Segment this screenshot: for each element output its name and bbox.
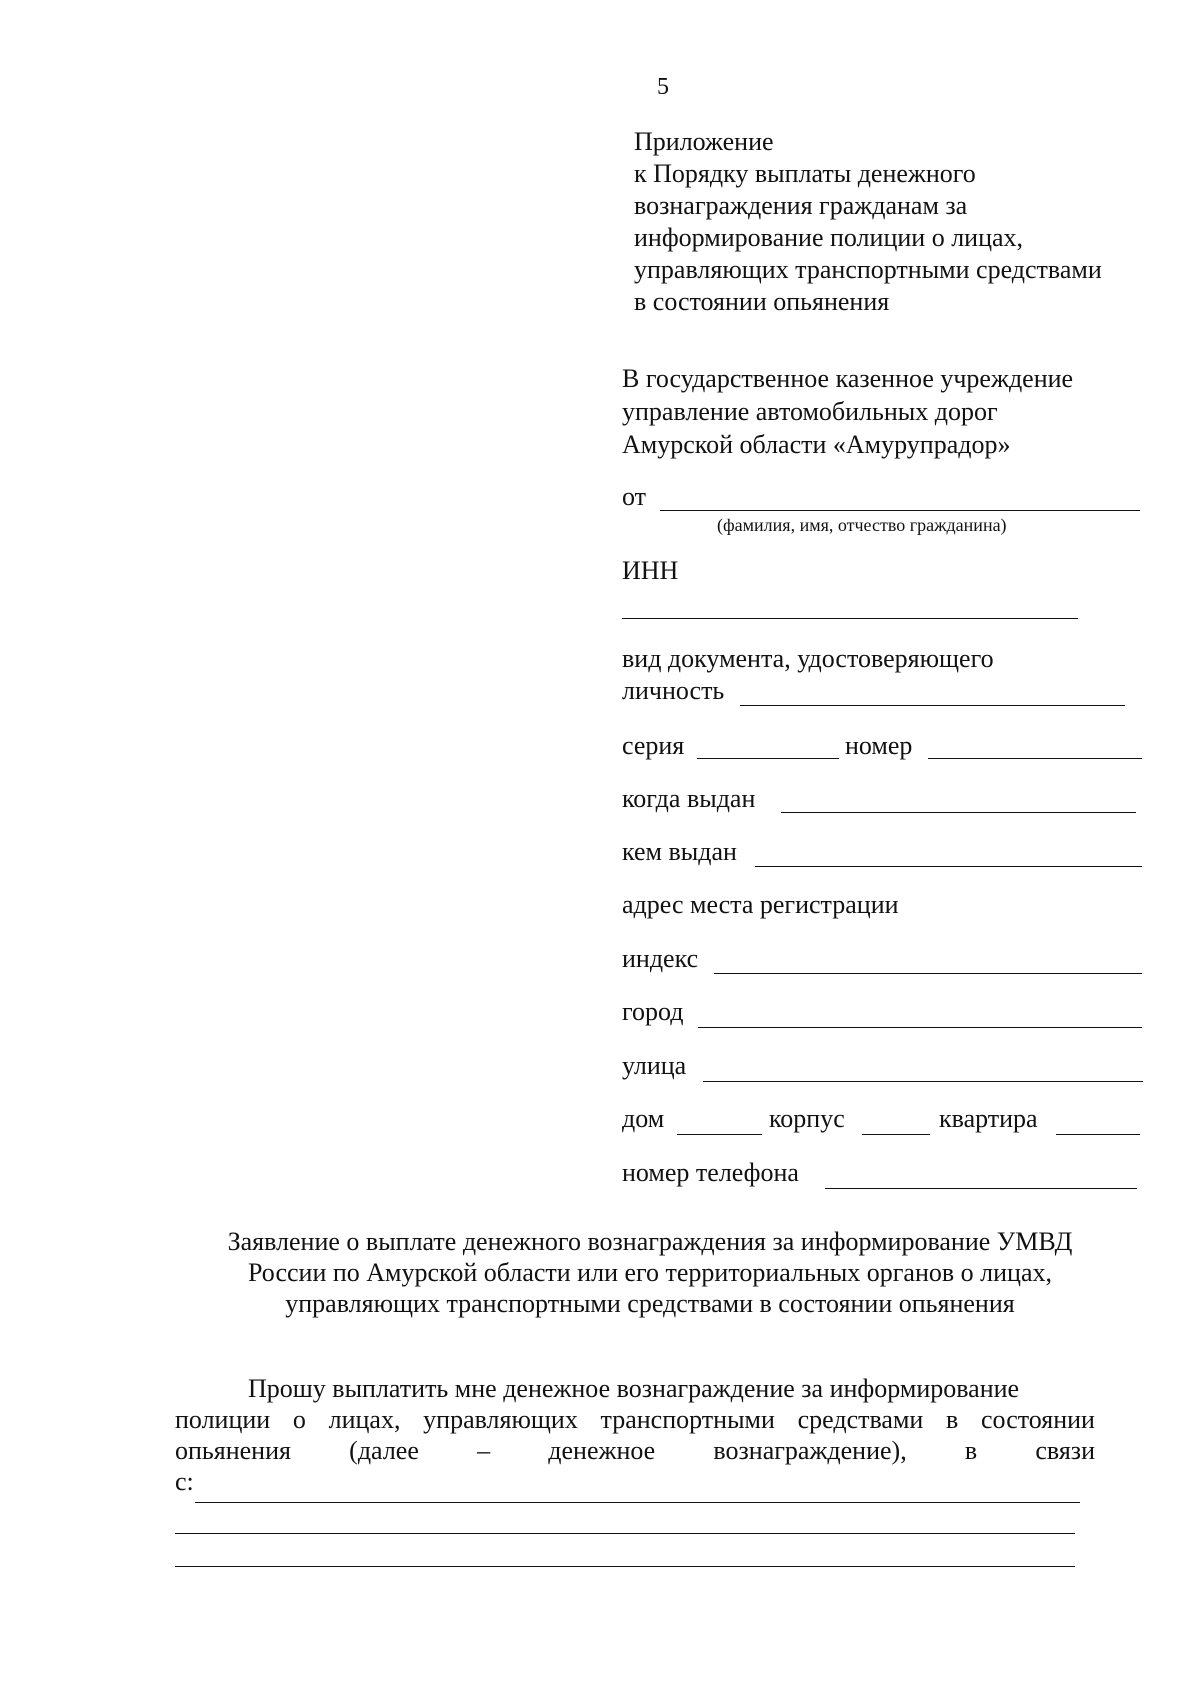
inn-label: ИНН	[622, 556, 679, 585]
addressee-block	[622, 362, 1073, 461]
statement-body	[175, 1373, 1095, 1497]
body-word: состоянии	[981, 1405, 1095, 1434]
body-word: связи	[1035, 1436, 1095, 1465]
house-label: дом	[622, 1104, 665, 1133]
body-word: о	[292, 1405, 306, 1434]
statement-title-line: управляющих транспортными средствами в состоянии опьянения	[285, 1289, 1015, 1318]
addressee-line: В государственное казенное учреждение	[622, 364, 1074, 393]
appendix-line: Приложение	[634, 127, 774, 156]
body-word: транспортными	[600, 1405, 775, 1434]
body-word: в	[964, 1436, 978, 1465]
body-word: средствами	[797, 1405, 924, 1434]
statement-title-line: Заявление о выплате денежного вознаграждения за информирование УМВД	[227, 1227, 1073, 1256]
body-word: вознаграждение),	[713, 1436, 907, 1465]
series-label: серия	[622, 731, 685, 760]
page-number: 5	[657, 74, 669, 100]
index-field[interactable]	[714, 973, 1142, 974]
appendix-line: к Порядку выплаты денежного	[634, 159, 976, 188]
issued-when-label: когда выдан	[622, 784, 756, 813]
body-word: опьянения	[175, 1436, 291, 1465]
addressee-line: Амурской области «Амурупрадор»	[622, 430, 1011, 459]
phone-field[interactable]	[825, 1188, 1137, 1189]
body-word: (далее	[349, 1436, 419, 1465]
reason-field-line-3[interactable]	[175, 1566, 1075, 1567]
body-line: Прошу выплатить мне денежное вознаграждение за информирование	[248, 1374, 1020, 1403]
registration-address-label: адрес места регистрации	[622, 890, 899, 919]
apartment-label: квартира	[939, 1104, 1038, 1133]
statement-title	[170, 1226, 1130, 1319]
from-field[interactable]	[660, 510, 1140, 511]
house-field[interactable]	[677, 1134, 762, 1135]
body-word: –	[477, 1436, 491, 1465]
body-line	[175, 1435, 1095, 1466]
appendix-line: в состоянии опьянения	[634, 287, 890, 316]
appendix-block	[634, 126, 1102, 318]
id-document-field[interactable]	[740, 705, 1125, 706]
body-line: с:	[175, 1467, 194, 1496]
body-word: денежное	[548, 1436, 656, 1465]
phone-label: номер телефона	[622, 1158, 799, 1187]
from-label: от	[622, 482, 647, 511]
building-label: корпус	[769, 1104, 845, 1133]
building-field[interactable]	[862, 1134, 930, 1135]
city-field[interactable]	[698, 1027, 1142, 1028]
body-word: в	[946, 1405, 959, 1434]
body-line	[175, 1404, 1095, 1435]
street-field[interactable]	[703, 1081, 1143, 1082]
appendix-line: вознаграждения гражданам за	[634, 191, 968, 220]
body-word: лицах,	[328, 1405, 401, 1434]
body-word: полиции	[175, 1405, 271, 1434]
issued-by-label: кем выдан	[622, 837, 737, 866]
issued-by-field[interactable]	[755, 866, 1142, 867]
statement-title-line: России по Амурской области или его территориальных органов о лицах,	[247, 1258, 1053, 1287]
appendix-line: информирование полиции о лицах,	[634, 223, 1024, 252]
inn-field[interactable]	[622, 618, 1078, 619]
addressee-line: управление автомобильных дорог	[622, 397, 998, 426]
from-caption: (фамилия, имя, отчество гражданина)	[717, 515, 1007, 535]
index-label: индекс	[622, 944, 699, 973]
issued-when-field[interactable]	[781, 812, 1136, 813]
id-document-label-cont: личность	[622, 676, 725, 705]
appendix-line: управляющих транспортными средствами	[634, 255, 1102, 284]
reason-field-line-2[interactable]	[175, 1533, 1075, 1534]
id-document-label: вид документа, удостоверяющего	[622, 644, 994, 673]
series-field[interactable]	[697, 758, 839, 759]
number-field[interactable]	[928, 758, 1142, 759]
apartment-field[interactable]	[1056, 1134, 1140, 1135]
number-label: номер	[845, 731, 913, 760]
body-word: управляющих	[423, 1405, 578, 1434]
street-label: улица	[622, 1051, 687, 1080]
city-label: город	[622, 997, 684, 1026]
reason-field-line-1[interactable]	[195, 1502, 1080, 1503]
